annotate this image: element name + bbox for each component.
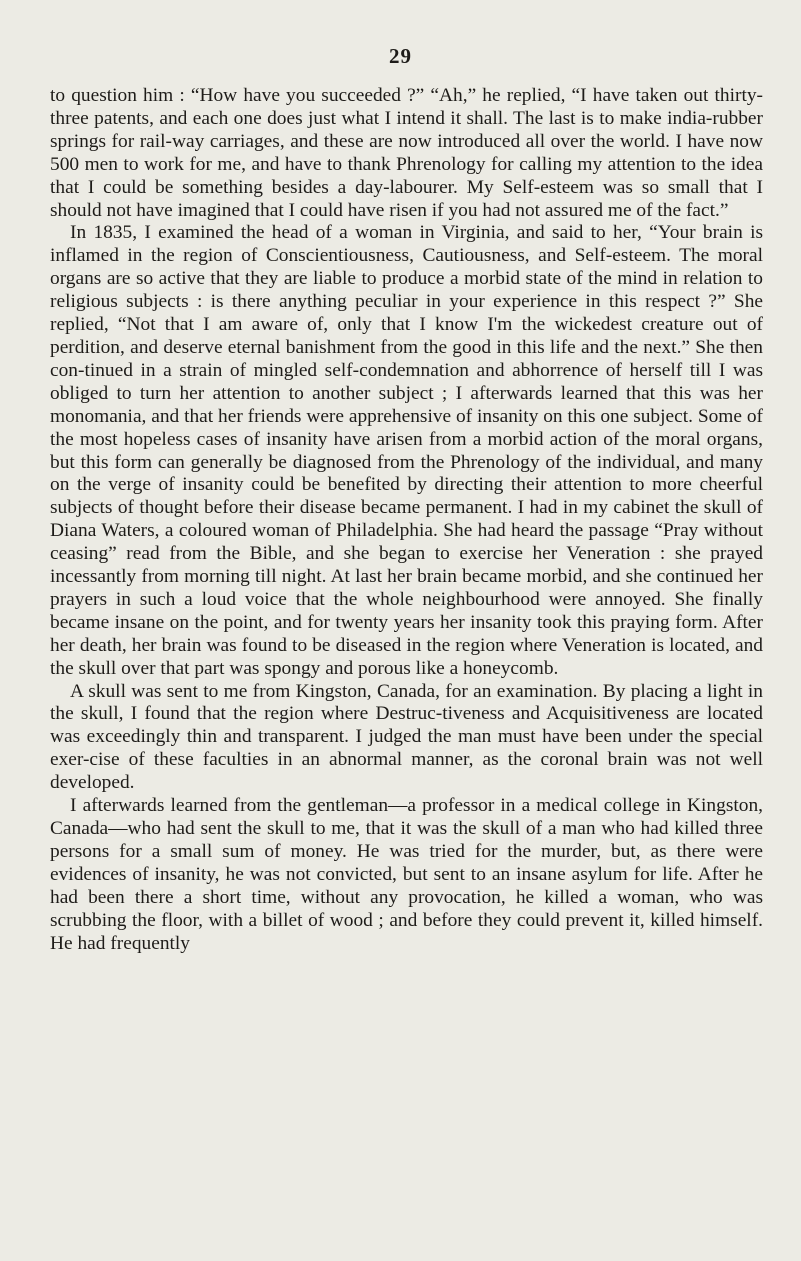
paragraph-4: I afterwards learned from the gentleman—a professor in a medical college in Kingston, Canada—who had sent the skull to me, that it was the skull of a man who had killed three persons for a small sum of money. He was tried for the murder, but, as there were evidences of insanity, he was not convicted, but sent to an insane asylum for life. After he had been there a short time, without any provocation, he killed a woman, who was scrubbing the floor, with a billet of wood ; and before they could prevent it, killed himself. He had frequently <box>50 795 763 954</box>
paragraph-3: A skull was sent to me from Kingston, Canada, for an examination. By placing a light in the skull, I found that the region where Destruc-tiveness and Acquisitiveness are located was exceedingly thin and transparent. I judged the man must have been under the special exer-cise of these faculties in an abnormal manner, as the coronal brain was not well developed. <box>50 680 763 794</box>
page-number: 29 <box>389 44 412 68</box>
paragraph-1: to question him : “How have you succeeded ?” “Ah,” he replied, “I have taken out thirty-three patents, and each one does just what I intend it shall. The last is to make india-rubber springs for rail-way carriages, and these are now introduced all over the world. I have now 500 men to work for me, and have to thank Phrenology for calling my attention to the idea that I could be something besides a day-labourer. My Self-esteem was so small that I should not have imagined that I could have risen if you had not assured me of the fact.” <box>50 85 763 221</box>
body-text <box>50 85 763 955</box>
paragraph-2: In 1835, I examined the head of a woman in Virginia, and said to her, “Your brain is inflamed in the region of Conscientiousness, Cautiousness, and Self-esteem. The moral organs are so active that they are liable to produce a morbid state of the mind in relation to religious subjects : is there anything peculiar in your experience in this respect ?” She replied, “Not that I am aware of, only that I know I'm the wickedest creature out of perdition, and deserve eternal banishment from the good in this life and the next.” She then con-tinued in a strain of mingled self-condemnation and abhorrence of herself till I was obliged to turn her attention to another subject ; I afterwards learned that this was her monomania, and that her friends were apprehensive of insanity on this one subject. Some of the most hopeless cases of insanity have arisen from a morbid action of the moral organs, but this form can generally be diagnosed from the Phrenology of the individual, and many on the verge of insanity could be benefited by directing their attention to more cheerful subjects of thought before their disease became permanent. I had in my cabinet the skull of Diana Waters, a coloured woman of Philadelphia. She had heard the passage “Pray without ceasing” read from the Bible, and she began to exercise her Veneration : she prayed incessantly from morning till night. At last her brain became morbid, and she continued her prayers in such a loud voice that the whole neighbourhood were annoyed. She finally became insane on the point, and for twenty years her insanity took this praying form. After her death, her brain was found to be diseased in the region where Veneration is located, and the skull over that part was spongy and porous like a honeycomb. <box>50 222 763 679</box>
